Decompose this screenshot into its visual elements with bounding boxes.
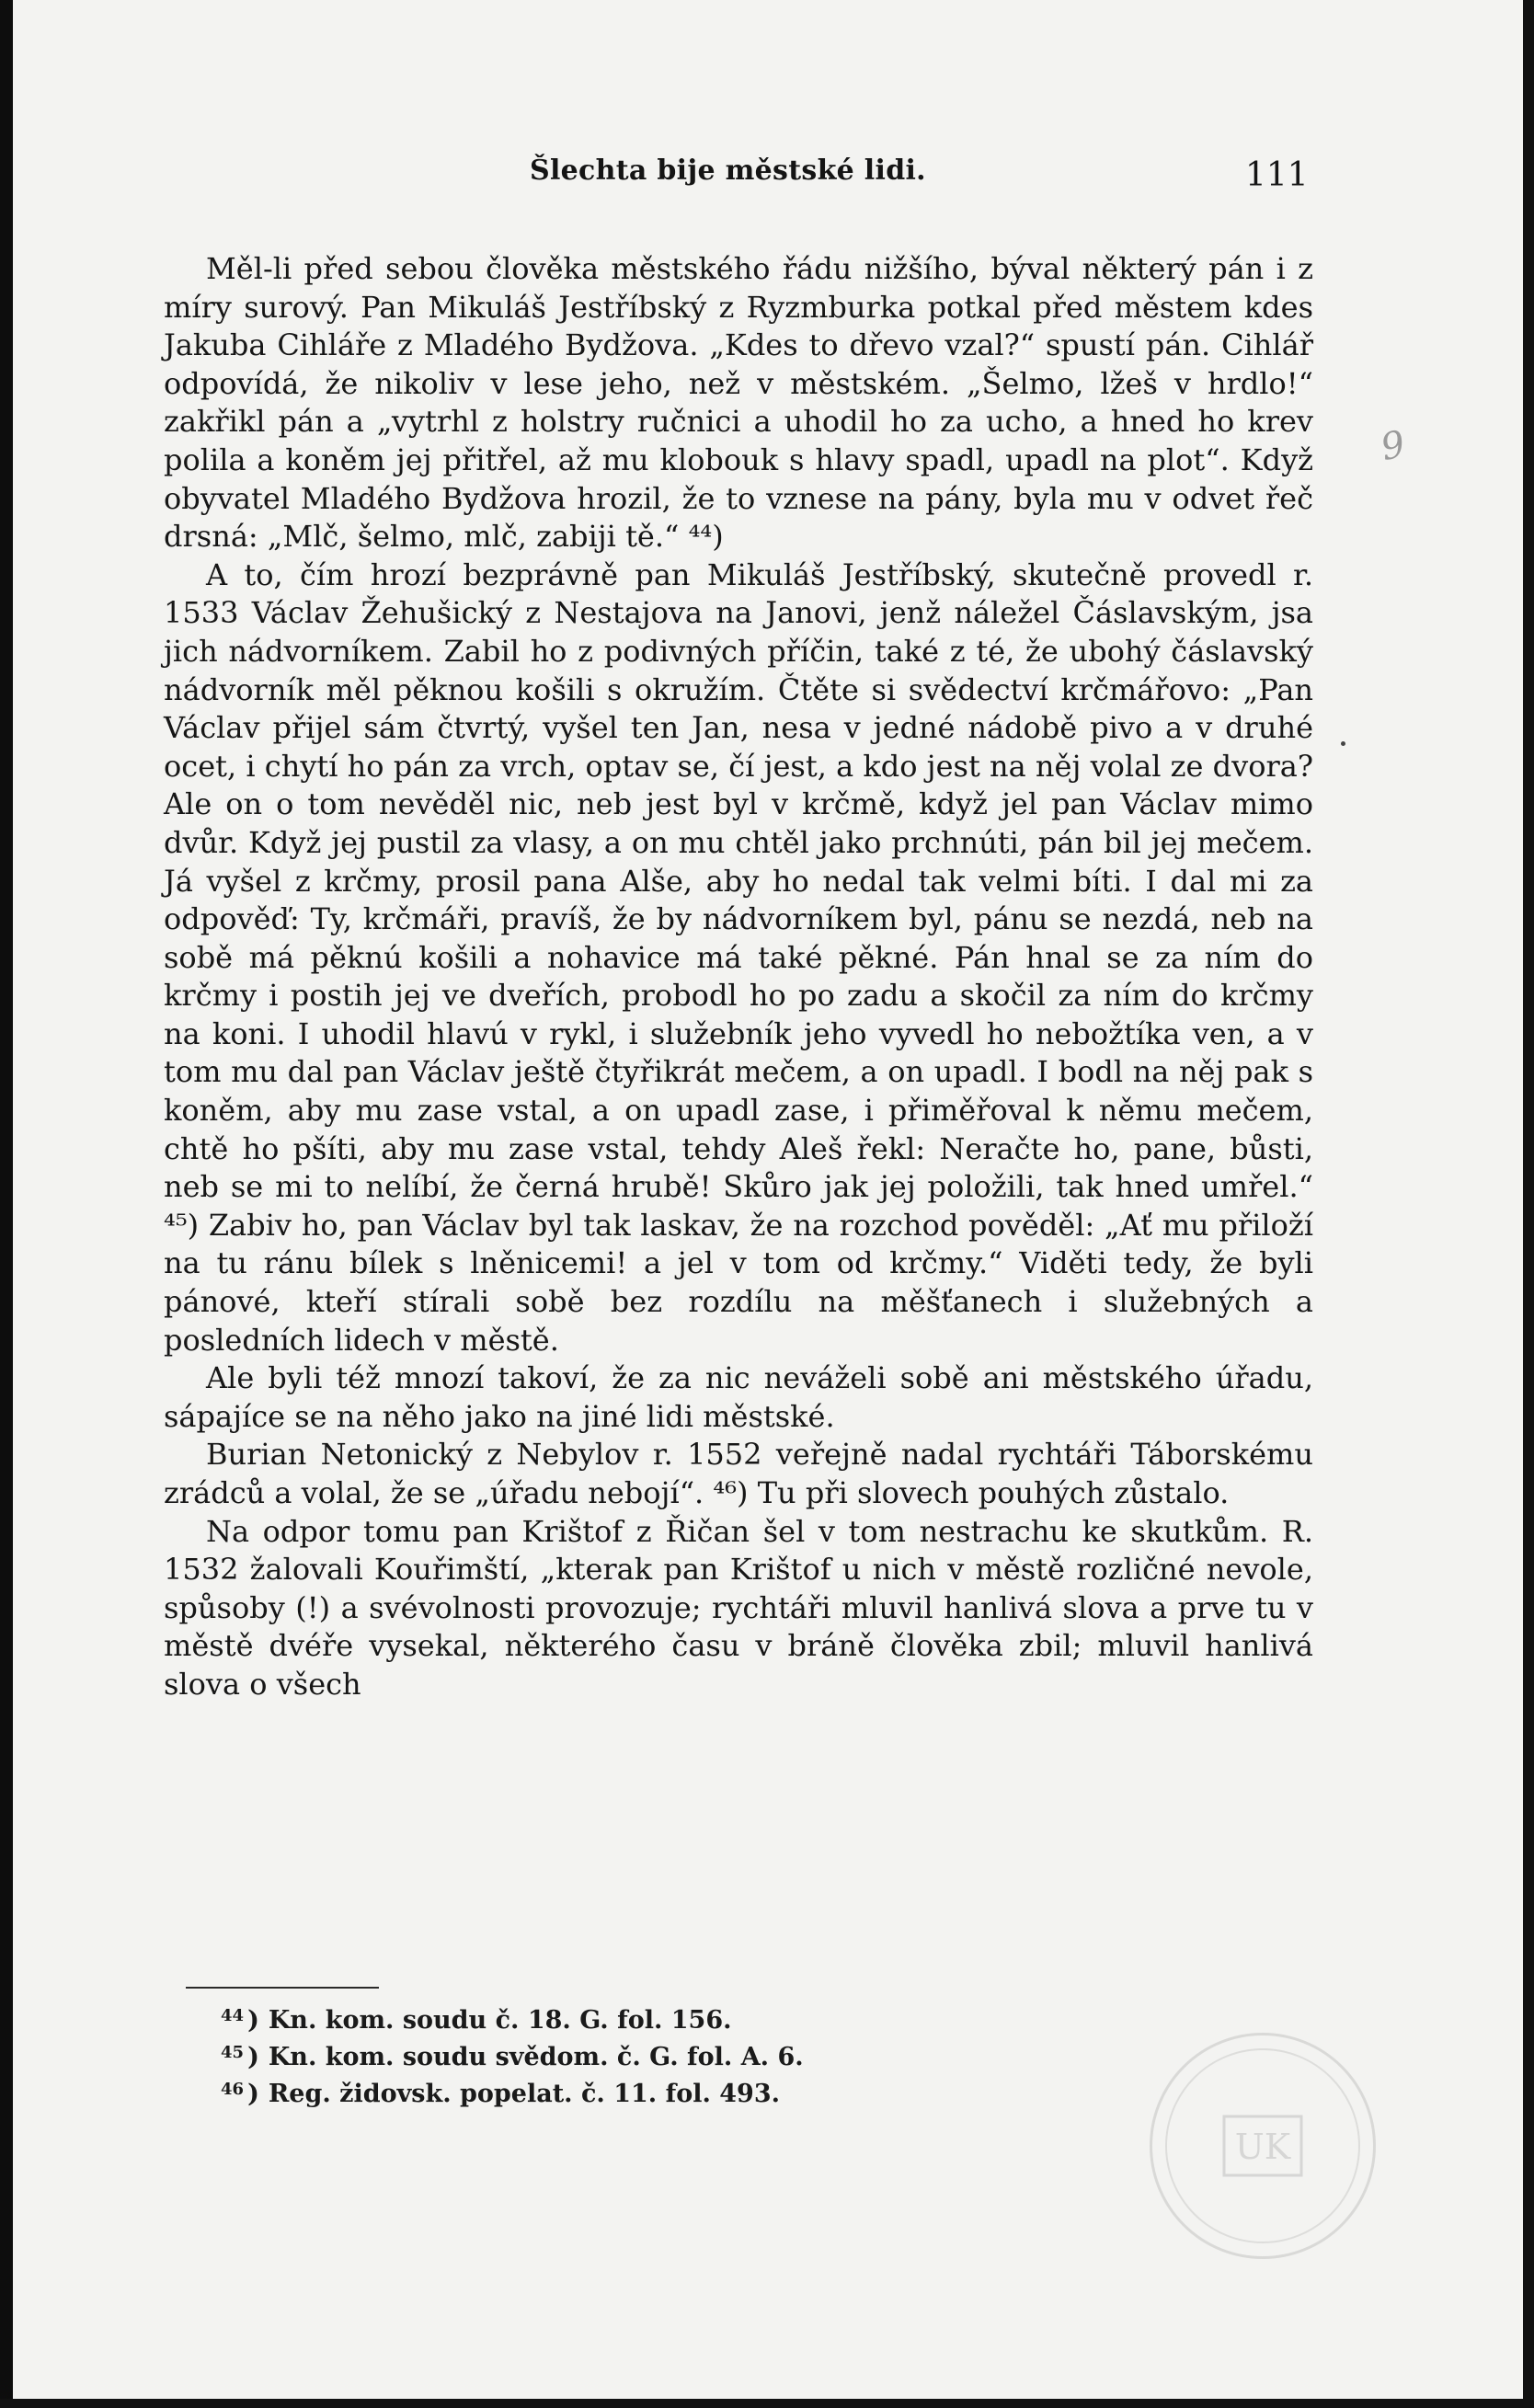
book-page	[13, 0, 1523, 2399]
footnote: 44 ) Kn. kom. soudu č. 18. G. fol. 156.	[221, 2003, 956, 2040]
footnote-text: Kn. kom. soudu č. 18. G. fol. 156.	[268, 2006, 732, 2035]
scan-frame-right	[1523, 0, 1534, 2408]
footnote-number: 45	[221, 2043, 245, 2062]
margin-dot	[1341, 741, 1345, 746]
footnote-number: 46	[221, 2080, 245, 2099]
footnote: 45 ) Kn. kom. soudu svědom. č. G. fol. A. 6.	[221, 2040, 956, 2077]
footnote-number: 44	[221, 2006, 245, 2025]
margin-pencil-note: 9	[1377, 422, 1409, 470]
page-number: 111	[1245, 156, 1309, 194]
stamp-graphic	[1152, 2035, 1373, 2256]
library-stamp	[1150, 2033, 1376, 2259]
main-text	[164, 250, 1313, 1704]
footnotes	[221, 2003, 956, 2114]
paragraph: Na odpor tomu pan Krištof z Řičan šel v tom nestrachu ke skutkům. R. 1532 žalovali Kouřimští, „kterak pan Krištof u nich v městě rozličné nevole, spůsoby (!) a svévolnosti provozuje; rychtáři mluvil hanlivá slova a prve tu v městě dvéře vysekal, některého času v bráně člověka zbil; mluvil hanlivá slova o všech	[164, 1513, 1313, 1702]
paragraph: Měl-li před sebou člověka městského řádu nižšího, býval některý pán i z míry surový. Pan Mikuláš Jestříbský z Ryzmburka potkal před městem kdes Jakuba Cihláře z Mladého Bydžova. „Kdes to dřevo vzal?“ spustí pán. Cihlář odpovídá, že nikoliv v lese jeho, než v městském. „Šelmo, lžeš v hrdlo!“ zakřikl pán a „vytrhl z holstry ručnici a uhodil ho za ucho, a hned ho krev polila a koněm jej přitřel, až mu klobouk s hlavy spadl, upadl na plot“. Když obyvatel Mladého Bydžova hrozil, že to vznese na pány, byla mu v odvet řeč drsná: „Mlč, šelmo, mlč, zabiji tě.“ ⁴⁴)	[164, 251, 1313, 555]
paragraph: A to, čím hrozí bezprávně pan Mikuláš Jestříbský, skutečně provedl r. 1533 Václav Žehušický z Nestajova na Janovi, jenž náležel Čáslavským, jsa jich nádvorníkem. Zabil ho z podivných příčin, také z té, že ubohý čáslavský nádvorník měl pěknou košili s okružím. Čtěte si svědectví krčmářovo: „Pan Václav přijel sám čtvrtý, vyšel ten Jan, nesa v jedné nádobě pivo a v druhé ocet, i chytí ho pán za vrch, optav se, čí jest, a kdo jest na něj volal ze dvora? Ale on o tom nevěděl nic, neb jest byl v krčmě, když jel pan Václav mimo dvůr. Když jej pustil za vlasy, a on mu chtěl jako prchnúti, pán bil jej mečem. Já vyšel z krčmy, prosil pana Alše, aby ho nedal tak velmi bíti. I dal mi za odpověď: Ty, krčmáři, pravíš, že by nádvorníkem byl, pánu se nezdá, neb na sobě má pěknú košili a nohavice má také pěkné. Pán hnal se za ním do krčmy i postih jej ve dveřích, probodl ho po zadu a skočil za ním do krčmy na koni. I uhodil hlavú v rykl, i služebník jeho vyvedl ho nebožtíka ven, a v tom mu dal pan Václav ještě čtyřikrát mečem, a on upadl. I bodl na něj pak s koněm, aby mu zase vstal, a on upadl zase, i přiměřoval k němu mečem, chtě ho pšíti, aby mu zase vstal, tehdy Aleš řekl: Neračte ho, pane, bůsti, neb se mi to nelíbí, že černá hrubě! Skůro jak jej položili, tak hned umřel.“ ⁴⁵) Zabiv ho, pan Václav byl tak laskav, že na rozchod pověděl: „Ať mu přiloží na tu ránu bílek s lněnicemi! a jel v tom od krčmy.“ Viděti tedy, že byli pánové, kteří stírali sobě bez rozdílu na měšťanech i služebných a posledních lidech v městě.	[164, 556, 1313, 1358]
page-header	[13, 155, 1523, 201]
footnote-divider	[186, 1987, 379, 1989]
paragraph: Ale byli též mnozí takoví, že za nic neváželi sobě ani městského úřadu, sápajíce se na něho jako na jiné lidi městské.	[164, 1360, 1313, 1434]
running-head: Šlechta bije městské lidi.	[530, 155, 926, 187]
footnote: 46 ) Reg. židovsk. popelat. č. 11. fol. 493.	[221, 2077, 956, 2114]
stamp-letters: UK	[1234, 2127, 1291, 2167]
footnote-text: Kn. kom. soudu svědom. č. G. fol. A. 6.	[268, 2043, 804, 2071]
scan-frame-bottom	[0, 2399, 1534, 2408]
footnote-text: Reg. židovsk. popelat. č. 11. fol. 493.	[268, 2080, 781, 2108]
paragraph: Burian Netonický z Nebylov r. 1552 veřejně nadal rychtáři Táborskému zrádců a volal, že se „úřadu nebojí“. ⁴⁶) Tu při slovech pouhých zůstalo.	[164, 1437, 1313, 1510]
scan-frame-left	[0, 0, 13, 2408]
